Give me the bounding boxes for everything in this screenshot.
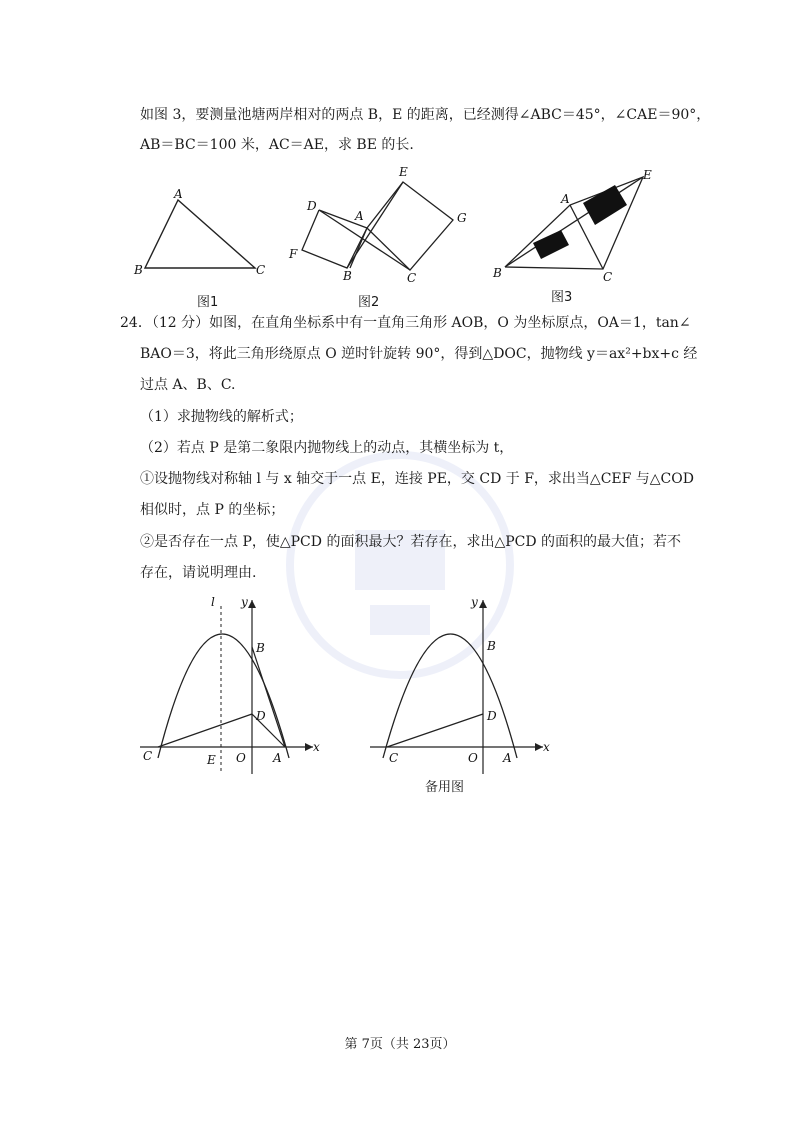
main-label-b: B xyxy=(256,641,265,655)
fig3-caption: 图3 xyxy=(551,290,573,305)
problem24-q2a-line2: 相似时，点 P 的坐标； xyxy=(140,502,285,518)
fig2-label-a: A xyxy=(355,209,364,223)
figure-3 xyxy=(485,165,660,290)
fig2-label-c: C xyxy=(407,271,417,285)
problem24-line2: BAO＝3，将此三角形绕原点 O 逆时针旋转 90°，得到△DOC，抛物线 y＝ax²+bx+c 经 xyxy=(140,346,698,362)
main-label-x: x xyxy=(313,740,320,754)
backup-label-b: B xyxy=(487,639,496,653)
fig2-label-e: E xyxy=(399,165,408,179)
page-footer: 第 7页（共 23页） xyxy=(344,1037,456,1052)
fig2-label-d: D xyxy=(307,199,317,213)
fig1-label-b: B xyxy=(134,263,143,277)
problem24-line3: 过点 A、B、C. xyxy=(140,377,236,393)
main-label-c: C xyxy=(143,749,153,763)
main-label-y: y xyxy=(241,595,248,609)
fig3-label-a: A xyxy=(561,192,570,206)
main-label-o: O xyxy=(236,751,246,765)
fig2-caption: 图2 xyxy=(358,295,380,310)
backup-label-o: O xyxy=(468,751,478,765)
backup-label-x: x xyxy=(543,740,550,754)
fig3-label-c: C xyxy=(603,270,613,284)
fig3-label-b: B xyxy=(493,266,502,280)
problem24-q2b-line2: 存在，请说明理由. xyxy=(140,565,257,581)
backup-figure-caption: 备用图 xyxy=(425,780,465,795)
backup-label-d: D xyxy=(487,709,497,723)
fig1-label-a: A xyxy=(174,187,183,201)
backup-label-c: C xyxy=(389,751,399,765)
main-label-d: D xyxy=(256,709,266,723)
figure-1 xyxy=(130,180,280,295)
fig1-caption: 图1 xyxy=(197,295,219,310)
problem23-line2: AB＝BC＝100 米，AC＝AE，求 BE 的长. xyxy=(140,137,414,153)
fig3-label-e: E xyxy=(643,168,652,182)
coordinate-figure-backup xyxy=(365,592,555,777)
problem23-line1: 如图 3，要测量池塘两岸相对的两点 B，E 的距离，已经测得∠ABC＝45°，∠CAE＝90°， xyxy=(140,107,711,123)
main-label-l: l xyxy=(211,595,215,609)
main-label-e: E xyxy=(207,753,216,767)
fig2-label-f: F xyxy=(289,247,298,261)
problem24-line1: 24．（12 分）如图，在直角坐标系中有一直角三角形 AOB，O 为坐标原点，OA＝1，tan∠ xyxy=(120,315,691,331)
problem24-q1: （1）求抛物线的解析式； xyxy=(140,409,303,425)
fig2-label-g: G xyxy=(457,211,467,225)
problem24-q2: （2）若点 P 是第二象限内抛物线上的动点，其横坐标为 t， xyxy=(140,440,514,456)
backup-label-a: A xyxy=(503,751,512,765)
problem24-q2a-line1: ①设抛物线对称轴 l 与 x 轴交于一点 E，连接 PE，交 CD 于 F，求出当△CEF 与△COD xyxy=(140,471,694,487)
figure-2 xyxy=(285,160,480,295)
problem24-q2b-line1: ②是否存在一点 P，使△PCD 的面积最大？若存在，求出△PCD 的面积的最大值；若不 xyxy=(140,534,682,550)
main-label-a: A xyxy=(273,751,282,765)
backup-label-y: y xyxy=(471,595,478,609)
fig2-label-b: B xyxy=(343,269,352,283)
coordinate-figure-main xyxy=(135,592,325,777)
fig1-label-c: C xyxy=(256,263,266,277)
